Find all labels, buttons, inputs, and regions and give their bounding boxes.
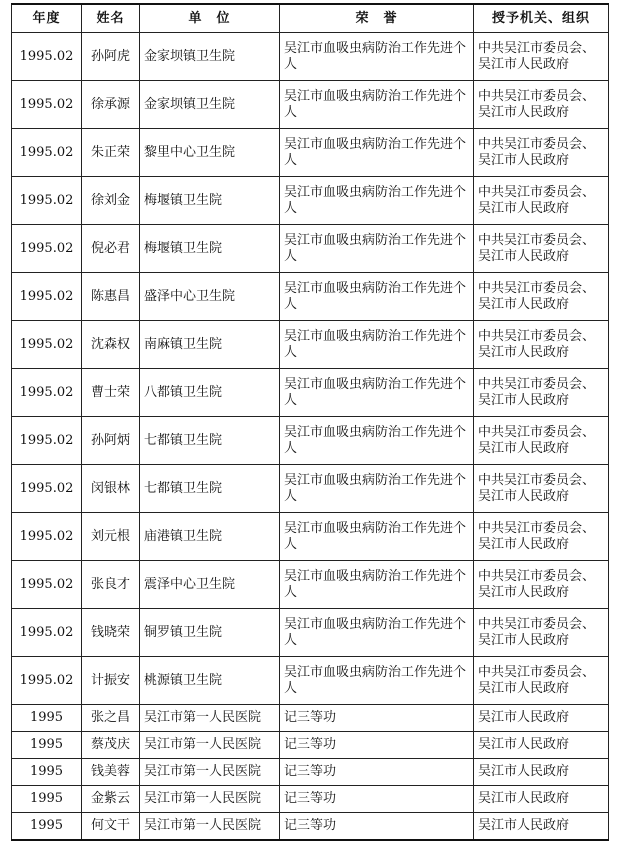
cell-honor: 吴江市血吸虫病防治工作先进个人 [280, 273, 474, 321]
cell-year: 1995 [12, 813, 82, 841]
cell-unit: 八都镇卫生院 [140, 369, 280, 417]
cell-year: 1995.02 [12, 273, 82, 321]
cell-honor: 吴江市血吸虫病防治工作先进个人 [280, 369, 474, 417]
cell-year: 1995.02 [12, 417, 82, 465]
header-name: 姓名 [82, 4, 140, 33]
cell-name: 陈惠昌 [82, 273, 140, 321]
cell-name: 蔡茂庆 [82, 732, 140, 759]
table-row [12, 129, 609, 177]
header-honor: 荣 誉 [280, 4, 474, 33]
cell-year: 1995 [12, 732, 82, 759]
cell-org: 中共吴江市委员会、吴江市人民政府 [474, 33, 609, 81]
cell-honor: 吴江市血吸虫病防治工作先进个人 [280, 561, 474, 609]
cell-org: 中共吴江市委员会、吴江市人民政府 [474, 561, 609, 609]
cell-unit: 吴江市第一人民医院 [140, 813, 280, 841]
header-row [12, 4, 609, 33]
cell-unit: 梅堰镇卫生院 [140, 177, 280, 225]
cell-unit: 金家坝镇卫生院 [140, 33, 280, 81]
cell-unit: 梅堰镇卫生院 [140, 225, 280, 273]
cell-org: 吴江市人民政府 [474, 705, 609, 732]
cell-name: 曹士荣 [82, 369, 140, 417]
honors-table [11, 3, 609, 841]
table-body [12, 33, 609, 841]
cell-unit: 吴江市第一人民医院 [140, 732, 280, 759]
cell-name: 张良才 [82, 561, 140, 609]
cell-honor: 吴江市血吸虫病防治工作先进个人 [280, 33, 474, 81]
cell-org: 中共吴江市委员会、吴江市人民政府 [474, 177, 609, 225]
table-row [12, 813, 609, 841]
table-row [12, 786, 609, 813]
cell-honor: 吴江市血吸虫病防治工作先进个人 [280, 177, 474, 225]
cell-year: 1995.02 [12, 81, 82, 129]
table-row [12, 369, 609, 417]
cell-org: 吴江市人民政府 [474, 786, 609, 813]
cell-honor: 吴江市血吸虫病防治工作先进个人 [280, 81, 474, 129]
cell-honor: 吴江市血吸虫病防治工作先进个人 [280, 513, 474, 561]
cell-name: 钱晓荣 [82, 609, 140, 657]
cell-honor: 记三等功 [280, 813, 474, 841]
cell-year: 1995.02 [12, 513, 82, 561]
cell-year: 1995.02 [12, 465, 82, 513]
cell-year: 1995.02 [12, 609, 82, 657]
cell-honor: 记三等功 [280, 759, 474, 786]
cell-honor: 吴江市血吸虫病防治工作先进个人 [280, 609, 474, 657]
cell-org: 中共吴江市委员会、吴江市人民政府 [474, 369, 609, 417]
cell-name: 何文干 [82, 813, 140, 841]
cell-honor: 记三等功 [280, 786, 474, 813]
cell-org: 中共吴江市委员会、吴江市人民政府 [474, 321, 609, 369]
table-row [12, 561, 609, 609]
cell-honor: 吴江市血吸虫病防治工作先进个人 [280, 465, 474, 513]
cell-unit: 吴江市第一人民医院 [140, 786, 280, 813]
cell-unit: 庙港镇卫生院 [140, 513, 280, 561]
cell-honor: 吴江市血吸虫病防治工作先进个人 [280, 225, 474, 273]
cell-org: 中共吴江市委员会、吴江市人民政府 [474, 225, 609, 273]
cell-name: 金紫云 [82, 786, 140, 813]
cell-org: 中共吴江市委员会、吴江市人民政府 [474, 465, 609, 513]
header-year: 年度 [12, 4, 82, 33]
cell-name: 张之昌 [82, 705, 140, 732]
cell-org: 吴江市人民政府 [474, 732, 609, 759]
cell-year: 1995.02 [12, 33, 82, 81]
cell-unit: 铜罗镇卫生院 [140, 609, 280, 657]
table-row [12, 657, 609, 705]
header-unit: 单 位 [140, 4, 280, 33]
cell-unit: 震泽中心卫生院 [140, 561, 280, 609]
cell-unit: 七都镇卫生院 [140, 417, 280, 465]
cell-name: 孙阿炳 [82, 417, 140, 465]
cell-name: 徐承源 [82, 81, 140, 129]
cell-org: 中共吴江市委员会、吴江市人民政府 [474, 273, 609, 321]
cell-org: 中共吴江市委员会、吴江市人民政府 [474, 513, 609, 561]
table-row [12, 81, 609, 129]
table-row [12, 321, 609, 369]
cell-year: 1995 [12, 786, 82, 813]
cell-year: 1995.02 [12, 177, 82, 225]
cell-honor: 记三等功 [280, 732, 474, 759]
table-row [12, 177, 609, 225]
cell-name: 沈森权 [82, 321, 140, 369]
table-row [12, 513, 609, 561]
cell-unit: 吴江市第一人民医院 [140, 705, 280, 732]
cell-name: 钱美蓉 [82, 759, 140, 786]
cell-honor: 吴江市血吸虫病防治工作先进个人 [280, 129, 474, 177]
cell-unit: 桃源镇卫生院 [140, 657, 280, 705]
table-row [12, 225, 609, 273]
cell-year: 1995.02 [12, 129, 82, 177]
table-row [12, 609, 609, 657]
cell-year: 1995.02 [12, 225, 82, 273]
cell-year: 1995 [12, 705, 82, 732]
cell-honor: 吴江市血吸虫病防治工作先进个人 [280, 657, 474, 705]
table-row [12, 417, 609, 465]
cell-honor: 吴江市血吸虫病防治工作先进个人 [280, 321, 474, 369]
cell-org: 中共吴江市委员会、吴江市人民政府 [474, 417, 609, 465]
cell-unit: 南麻镇卫生院 [140, 321, 280, 369]
header-org: 授予机关、组织 [474, 4, 609, 33]
cell-org: 中共吴江市委员会、吴江市人民政府 [474, 609, 609, 657]
cell-unit: 吴江市第一人民医院 [140, 759, 280, 786]
table-row [12, 705, 609, 732]
cell-name: 孙阿虎 [82, 33, 140, 81]
cell-unit: 七都镇卫生院 [140, 465, 280, 513]
cell-org: 中共吴江市委员会、吴江市人民政府 [474, 81, 609, 129]
cell-unit: 金家坝镇卫生院 [140, 81, 280, 129]
cell-name: 徐刘金 [82, 177, 140, 225]
cell-unit: 盛泽中心卫生院 [140, 273, 280, 321]
table-row [12, 465, 609, 513]
table-row [12, 732, 609, 759]
cell-org: 吴江市人民政府 [474, 813, 609, 841]
table-row [12, 759, 609, 786]
cell-year: 1995.02 [12, 657, 82, 705]
table-row [12, 33, 609, 81]
cell-year: 1995 [12, 759, 82, 786]
cell-honor: 记三等功 [280, 705, 474, 732]
cell-name: 刘元根 [82, 513, 140, 561]
cell-name: 计振安 [82, 657, 140, 705]
cell-name: 倪必君 [82, 225, 140, 273]
cell-org: 中共吴江市委员会、吴江市人民政府 [474, 129, 609, 177]
cell-honor: 吴江市血吸虫病防治工作先进个人 [280, 417, 474, 465]
cell-year: 1995.02 [12, 369, 82, 417]
cell-org: 中共吴江市委员会、吴江市人民政府 [474, 657, 609, 705]
table-row [12, 273, 609, 321]
cell-unit: 黎里中心卫生院 [140, 129, 280, 177]
cell-org: 吴江市人民政府 [474, 759, 609, 786]
cell-year: 1995.02 [12, 321, 82, 369]
cell-name: 闵银林 [82, 465, 140, 513]
cell-name: 朱正荣 [82, 129, 140, 177]
cell-year: 1995.02 [12, 561, 82, 609]
